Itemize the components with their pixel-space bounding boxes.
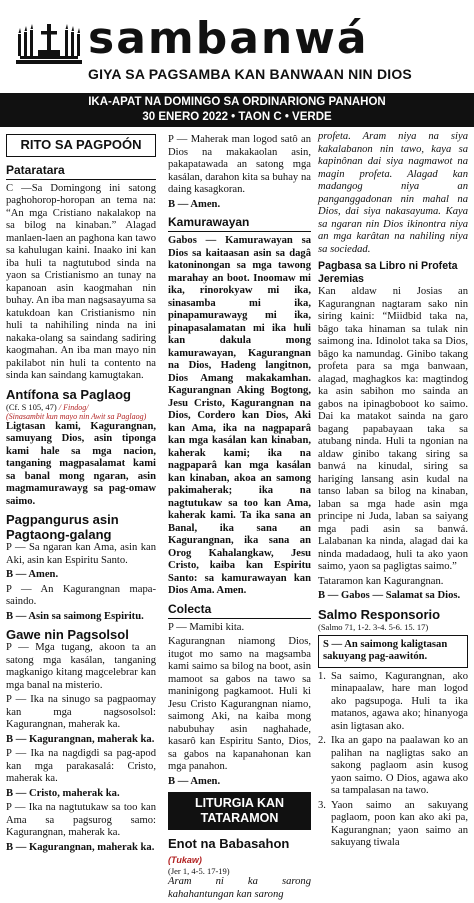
antifona-text: Ligtasan kami, Kagurangnan, samuyang Dios, asin tiponga kami hale sa mga nacion, tanganing magpasalamat kami sa banal mong ngaran, asin magmamurawayg sa pag-omaw saimo. — [6, 420, 156, 507]
list-item: 1. Sa saimo, Kagurangnan, ako minapaalaw, hare man logod ako pagsupoga. Huli ta ika matanos, agawa ako; hinanyoga asin ligtasan ako. — [318, 670, 468, 732]
gawe-b3: B — Cristo, maherak ka. — [6, 787, 120, 799]
kamurawayan-heading: Kamurawayan — [168, 215, 311, 232]
colecta-invite: P — Mamibi kita. — [168, 621, 245, 633]
absolution-text: P — Maherak man logod satô an Dios na makakaolan asin, pakapatawada an satong mga kasálan, darahon kita sa buhay na daing kasagkoran. — [168, 134, 311, 195]
pagpangurus-b2: B — Asin sa saimong Espiritu. — [6, 610, 144, 622]
tataramon-response: B — Gabos — Salamat sa Dios. — [318, 590, 461, 601]
date-band — [0, 93, 474, 127]
salmo-verse-3: Yaon saimo an sakuyang paglaom, poon kan ako aki pa, Kagurangnan; yaon saimo an sakuyang tiwala — [331, 799, 468, 848]
antifona-citation: (Cf. S 105, 47) — [6, 401, 57, 412]
sunday-title: IKA-APAT NA DOMINGO SA ORDINARIONG PANAHON — [88, 96, 386, 108]
column-1 — [6, 134, 156, 856]
enot-intro-continued: profeta. Aram niya na siya kakalabanon nin tawo, kaya sa kapinônan dai siya nagmawot na magin profeta. Alagad kan madangog niya an panganggadonan nin mahal na Dios, dai siya nakasayuma. Kaya sa ngaran nin Dios ikinontra niya an mga karâtan na nahiling niya sa sociedad. — [318, 131, 468, 255]
salmo-verse-2: Ika an gapo na paalawan ko an palihan na nagligtas sako an sakong paglaom asin kusog yaon saimo. O Dios, agawa ako sa tampalasan na tawo. — [331, 735, 468, 796]
section-header-liturgia — [168, 792, 311, 830]
pagbasa-text: Kan aldaw ni Josias an Kagurangnan nagtaram sako nin siring kaini: “Miidbid taka na, bâgo taka hinaman sa tulak nin saimong ina. Idinolot taka sa Dios, bâgo ka namundag. Ginibo takang profeta para sa mga banwaan, alagad, maghagkos ka: magtindog ka asin sabihon mo sainda an gabos na ipinagboboot ko saimo. Dai ka matakot sainda na garo bagang papabayaan taka sa atubang ninda. Huli ta ngonian na aldaw ginibo takang siring sa banwá na kinudal, siring sa harigíng lansang asin kudal na tanso laban sa bilog na kinaban, laban sa mga hade asin mga principe ni Juda, laban sa saiyang mga padi asin sa banwá. Lalabanan ka ninda, alagad dai ka ninda madadaog, huli ta ako yaon saimo, yaon sa pagligtas saimo.” — [318, 286, 468, 572]
pataratara-heading: Pataratara — [6, 163, 156, 180]
enot-tag: (Tukaw) — [168, 855, 202, 865]
gawe-b4: B — Kagurangnan, maherak ka. — [6, 841, 155, 853]
date-line: 30 ENERO 2022 • TAON C • VERDE — [142, 111, 332, 123]
liturgia-header-line1: LITURGIA KAN — [194, 796, 285, 810]
section-header-rito: RITO SA PAGPOÓN — [6, 134, 156, 157]
colecta-amen: B — Amen. — [168, 775, 221, 787]
publication-title: sambanwá — [88, 13, 369, 64]
colecta-text: Kagurangnan niamong Dios, itugot mo samo na magsamba kami saimo sa bilog na boot, asin mamoot sa gabos na tawo sa maninigong pagkamoot. Huli ki Jesu Cristo Kagurangnan niamo, saimong Aki, na kaiba mong nabubuhay asin naghahade, kasarô kan Espiritu Santo, Dios, sa gabos na kapanahonan kan mga panahon. — [168, 636, 311, 772]
masthead — [0, 0, 474, 96]
pagpangurus-p1: P — Sa ngaran kan Ama, asin kan Aki, asin kan Espiritu Santo. — [6, 542, 156, 566]
enot-intro: Aram ni ka sarong kahahantungan kan sarong — [168, 876, 311, 900]
antifona-rubric: (Sinasambit kun mayo nin Awit sa Paglaog) — [6, 411, 147, 421]
kamurawayan-text: Gabos — Kamurawayan sa Dios sa kaitaasan asin sa dagâ katoninongan sa mga tawong marahay an boot. Inoomaw mi ika, rinorokyaw mi ika, sinasamba mi ika, pinapamurawayg mi ika, pinapasalamatan mi ika huli kan dakula mong kamurawayan, Kagurangnan na Dios, Hadeng langitnon, Dios Amang makakamhan. Kagurangnan Aking Bogtong, Jesu Cristo, Kagurangnan na Dios, Cordero kan Dios, Aki kan Ama, ika na nagpaparâ kan mga kasálan kan kinaban, kaherak kami; ika na nagpaparâ kan mga kasálan kan kinaban, akoa an samong pakimaherak; ika na nagtutukaw sa too kan Ama, kaherak kami. Ta ika sana an Banal, ika sana an Kagurangnan, ika sana an Orog Kahalangkaw, Jesu Cristo, kaiba kan Espiritu Santo: sa kamurawayan kan Dios Ama. Amen. — [168, 235, 311, 596]
pagbasa-heading: Pagbasa sa Libro ni Profeta Jeremias — [318, 260, 458, 285]
gawe-p3: P — Ika na nagdigdi sa pag-apod kan mga parakasalá: Cristo, maherak ka. — [6, 748, 156, 784]
salmo-verse-1: Sa saimo, Kagurangnan, ako minapaalaw, hare man logod ako pagsupoga. Huli ta ika matanos, agawa ako; hinanyoga asin ligtasan ako. — [331, 670, 468, 732]
list-item: 2. Ika an gapo na paalawan ko an palihan na nagligtas sako an sakong paglaom asin kusog yaon saimo. O Dios, agawa ako sa tampalasan na tawo. — [318, 735, 468, 796]
enot-ref: (Jer 1, 4-5. 17-19) — [168, 866, 230, 876]
liturgia-header-line2: TATARAMON — [200, 811, 279, 825]
antifona-heading: Antífona sa Paglaog — [6, 386, 131, 402]
pagpangurus-heading: Pagpangurus asin Pagtaong-galang — [6, 512, 119, 542]
publication-subtitle: GIYA SA PAGSAMBA KAN BANWAAN NIN DIOS — [88, 66, 412, 82]
enot-heading — [168, 836, 311, 866]
absolution-amen: B — Amen. — [168, 198, 221, 210]
gawe-p2: P — Ika na sinugo sa pagpaomay kan mga nagsosolsol: Kagurangnan, maherak ka. — [6, 694, 156, 730]
pagpangurus-b1: B — Amen. — [6, 569, 59, 580]
salmo-response: S — An saimong kaligtasan sakuyang pag-aawitón. — [318, 635, 468, 668]
gawe-p1: P — Mga tugang, akoon ta an satong mga kasálan, tanganing magkanigo kitang magcelebrar kan mga banal na misterio. — [6, 642, 156, 691]
pataratara-text: C —Sa Domingong ini satong paghohorop-horopan an tema na: “An mga Cristiano nakalakop na sa bilog na kinaban.” Alagad manlaen-laen an paghona kan tawo sa kahulugan kaini. Inaako ini kan iba huli ta nagtutubod sinda na yaon sa Cristianismo an tunay na kapanoan asin kaogmahan nin buhay. An iba man nagsasayuma sa katukdoan kan Cristianismo nin huli ta nahihiling ninda na ini nakaka-olang sa saindang sadiring kaogmahan. An iba man mayo nin pakilabot nin huli ta contento na sinda kan saindang kamugtakan. — [6, 182, 156, 381]
gawe-heading: Gawe nin Pagsolsol — [6, 627, 129, 642]
pagpangurus-p2: P — An Kagurangnan mapa-saindo. — [6, 583, 156, 607]
colecta-heading: Colecta — [168, 602, 311, 619]
antifona-note: / Findog/ — [58, 402, 89, 412]
altar-candles-icon — [14, 20, 84, 66]
antifona-ref — [6, 402, 156, 412]
salmo-heading: Salmo Responsorio — [318, 606, 441, 622]
tataramon-line: Tataramon kan Kagurangnan. — [318, 575, 444, 587]
column-2 — [168, 134, 311, 903]
salmo-ref: (Salmo 71, 1-2. 3-4. 5-6. 15. 17) — [318, 621, 429, 632]
gawe-p4: P — Ika na nagtutukaw sa too kan Ama sa pagsurog samo: Kagurangnan, maherak ka. — [6, 802, 156, 838]
enot-title: Enot na Babasahon — [168, 836, 290, 851]
column-3 — [318, 131, 468, 852]
list-item: 3. Yaon saimo an sakuyang paglaom, poon kan ako aki pa, Kagurangnan; yaon saimo an sakuyang tiwala — [318, 799, 468, 848]
gawe-b2: B — Kagurangnan, maherak ka. — [6, 733, 155, 745]
